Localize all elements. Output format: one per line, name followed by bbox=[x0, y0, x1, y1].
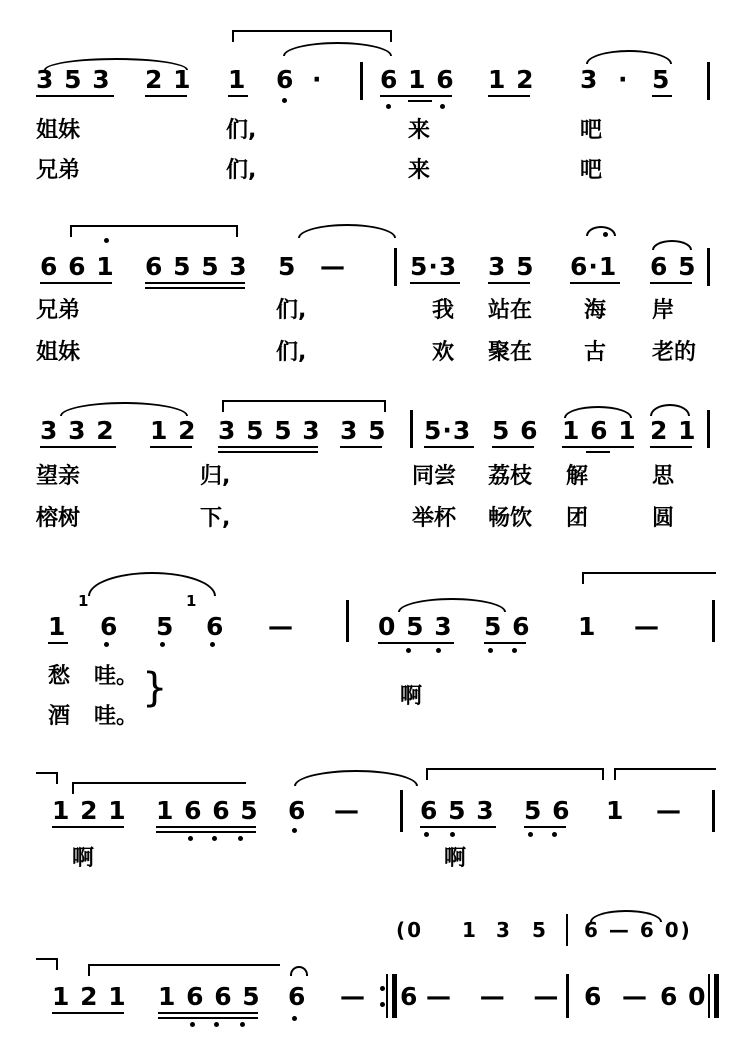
octave-dot bbox=[406, 648, 411, 653]
note-group: 3 5 bbox=[340, 416, 387, 445]
lyric: 来 bbox=[408, 158, 431, 183]
slur bbox=[283, 42, 392, 56]
lyric-line-2 bbox=[36, 158, 736, 184]
underline bbox=[158, 1012, 258, 1014]
note-group: 1 6 1 bbox=[562, 416, 637, 445]
intro-note: 3 bbox=[496, 918, 512, 942]
lyric-ah: 啊 bbox=[444, 846, 467, 871]
repeat-barline bbox=[392, 974, 397, 1018]
phrase-bracket bbox=[36, 772, 58, 784]
octave-dot bbox=[190, 1022, 195, 1027]
phrase-bracket bbox=[70, 225, 238, 237]
octave-dot bbox=[603, 232, 608, 237]
barline bbox=[707, 62, 710, 100]
underline bbox=[650, 446, 692, 448]
note-group: 5·3 bbox=[424, 416, 472, 445]
octave-dot bbox=[282, 98, 287, 103]
lyric-ah: 啊 bbox=[400, 684, 423, 709]
note-group: 0 5 3 bbox=[378, 612, 453, 641]
slur bbox=[60, 402, 188, 416]
fermata bbox=[290, 966, 308, 976]
lyric: 望亲 bbox=[36, 464, 81, 489]
lyric: 榕树 bbox=[36, 506, 81, 531]
lyric: 圆 bbox=[652, 506, 675, 531]
barline bbox=[566, 914, 568, 946]
lyric: 兄弟 bbox=[36, 298, 81, 323]
underline bbox=[52, 1012, 124, 1014]
octave-dot bbox=[212, 836, 217, 841]
note: 5 bbox=[278, 252, 297, 281]
underline bbox=[410, 282, 460, 284]
grace-note: 1 bbox=[78, 592, 89, 610]
dash: — bbox=[340, 982, 365, 1011]
lyric: 岸 bbox=[652, 298, 675, 323]
lyric: 解 bbox=[566, 464, 589, 489]
underline bbox=[145, 287, 245, 289]
note-group: 1 2 1 bbox=[52, 796, 127, 825]
note-group: 6 1 6 bbox=[380, 65, 455, 94]
lyric: 们, bbox=[226, 158, 257, 183]
octave-dot bbox=[436, 648, 441, 653]
slur bbox=[398, 598, 506, 612]
note-group: 6 6 1 bbox=[40, 252, 115, 281]
lyric-line-2 bbox=[36, 506, 736, 532]
note: 6 bbox=[288, 982, 307, 1011]
barline bbox=[707, 410, 710, 448]
octave-dot bbox=[210, 642, 215, 647]
barline bbox=[712, 600, 715, 642]
note-group: 1 6 6 5 bbox=[156, 796, 259, 825]
dash: — bbox=[320, 252, 345, 281]
phrase-bracket bbox=[222, 400, 386, 412]
lyric: 荔枝 bbox=[488, 464, 533, 489]
note: 6 bbox=[584, 982, 603, 1011]
lyric-line-2 bbox=[36, 340, 736, 366]
barline bbox=[566, 974, 569, 1018]
lyric: 站在 bbox=[488, 298, 533, 323]
slur bbox=[88, 572, 216, 596]
note-group: 6·1 bbox=[570, 252, 618, 281]
intro-note: 1 bbox=[462, 918, 478, 942]
note-group: 1 6 6 5 bbox=[158, 982, 261, 1011]
underline bbox=[218, 446, 318, 448]
lyric: 吧 bbox=[580, 158, 603, 183]
lyric: 畅饮 bbox=[488, 506, 533, 531]
note: 5 bbox=[156, 612, 175, 641]
octave-dot bbox=[292, 1016, 297, 1021]
lyric: 哇。 bbox=[94, 664, 139, 689]
underline bbox=[586, 451, 610, 453]
repeat-barline bbox=[386, 974, 388, 1018]
barline bbox=[400, 790, 403, 832]
barline bbox=[346, 600, 349, 642]
note: 1 bbox=[48, 612, 67, 641]
underline bbox=[156, 826, 256, 828]
underline bbox=[420, 826, 496, 828]
note-group: 1 2 bbox=[150, 416, 197, 445]
underline bbox=[156, 831, 256, 833]
note: 5 bbox=[652, 65, 671, 94]
note-group: 3 5 bbox=[488, 252, 535, 281]
slur bbox=[586, 226, 616, 236]
underline bbox=[484, 642, 526, 644]
underline bbox=[488, 282, 530, 284]
dash: — — — bbox=[426, 982, 569, 1011]
note: 6 bbox=[288, 796, 307, 825]
barline bbox=[707, 248, 710, 286]
barline bbox=[410, 410, 413, 448]
note-group: 2 1 bbox=[145, 65, 192, 94]
note-group: 6 5 5 3 bbox=[145, 252, 248, 281]
lyric-ah: 啊 bbox=[72, 846, 95, 871]
repeat-dot bbox=[380, 1002, 385, 1007]
note: 6 bbox=[206, 612, 225, 641]
note-group: 3 3 2 bbox=[40, 416, 115, 445]
dash: — bbox=[334, 796, 359, 825]
lyric: 愁 bbox=[48, 664, 71, 689]
lyric: 我 bbox=[432, 298, 455, 323]
underline bbox=[48, 642, 68, 644]
barline bbox=[394, 248, 397, 286]
intro-note: 5 bbox=[532, 918, 548, 942]
lyric: 哇。 bbox=[94, 704, 139, 729]
lyric-line-1 bbox=[36, 298, 736, 324]
octave-dot bbox=[424, 832, 429, 837]
lyric: 来 bbox=[408, 118, 431, 143]
underline bbox=[145, 282, 245, 284]
note-group: 5 6 bbox=[492, 416, 539, 445]
underline bbox=[380, 95, 452, 97]
octave-dot bbox=[440, 104, 445, 109]
octave-dot bbox=[528, 832, 533, 837]
note-group: 5 6 bbox=[524, 796, 571, 825]
lyric: 吧 bbox=[580, 118, 603, 143]
note-group: 6 5 3 bbox=[420, 796, 495, 825]
lyric-line-1 bbox=[36, 464, 736, 490]
dot-extension: · bbox=[312, 65, 323, 94]
underline bbox=[408, 100, 432, 102]
note-group: 6 5 bbox=[650, 252, 697, 281]
barline bbox=[360, 62, 363, 100]
note: 3 bbox=[580, 65, 599, 94]
underline bbox=[378, 642, 454, 644]
octave-dot bbox=[512, 648, 517, 653]
octave-dot bbox=[450, 832, 455, 837]
phrase-bracket bbox=[614, 768, 716, 780]
lyric: 古 bbox=[584, 340, 607, 365]
octave-dot bbox=[214, 1022, 219, 1027]
grace-note: 1 bbox=[186, 592, 197, 610]
underline bbox=[145, 95, 187, 97]
lyric: 团 bbox=[566, 506, 589, 531]
dash: — bbox=[622, 982, 647, 1011]
underline bbox=[40, 446, 116, 448]
repeat-dot bbox=[380, 986, 385, 991]
lyric: 聚在 bbox=[488, 340, 533, 365]
lyric: 姐妹 bbox=[36, 118, 81, 143]
note-group: 6 0 bbox=[660, 982, 707, 1011]
lyric: 兄弟 bbox=[36, 158, 81, 183]
lyric: 们, bbox=[226, 118, 257, 143]
phrase-bracket bbox=[36, 958, 58, 970]
underline bbox=[424, 446, 474, 448]
note-group: 3 5 5 3 bbox=[218, 416, 321, 445]
slur bbox=[298, 224, 396, 238]
octave-dot bbox=[292, 828, 297, 833]
underline bbox=[488, 95, 530, 97]
underline bbox=[158, 1017, 258, 1019]
lyric: 下, bbox=[200, 506, 231, 531]
slur bbox=[294, 770, 418, 786]
lyric: 们, bbox=[276, 298, 307, 323]
lyric-line-1 bbox=[36, 118, 736, 144]
underline bbox=[652, 95, 672, 97]
octave-dot bbox=[552, 832, 557, 837]
lyric: 老的 bbox=[652, 340, 697, 365]
note-group: 2 1 bbox=[650, 416, 697, 445]
phrase-bracket bbox=[426, 768, 604, 780]
phrase-bracket bbox=[582, 572, 716, 584]
octave-dot bbox=[240, 1022, 245, 1027]
dot-extension: · bbox=[618, 65, 629, 94]
end-barline bbox=[714, 974, 719, 1018]
note-group: 5 6 bbox=[484, 612, 531, 641]
lyric: 们, bbox=[276, 340, 307, 365]
dash: — bbox=[656, 796, 681, 825]
underline bbox=[492, 446, 534, 448]
underline bbox=[36, 95, 114, 97]
lyric: 思 bbox=[652, 464, 675, 489]
underline bbox=[228, 95, 248, 97]
note-group: 1 2 1 bbox=[52, 982, 127, 1011]
octave-dot bbox=[386, 104, 391, 109]
underline bbox=[650, 282, 692, 284]
note-group: 3 5 3 bbox=[36, 65, 111, 94]
note: 6 bbox=[276, 65, 295, 94]
slur bbox=[586, 50, 672, 64]
octave-dot bbox=[488, 648, 493, 653]
note-group: 1 2 bbox=[488, 65, 535, 94]
phrase-bracket bbox=[232, 30, 392, 42]
octave-dot bbox=[104, 642, 109, 647]
lyric: 海 bbox=[584, 298, 607, 323]
dash: — bbox=[634, 612, 659, 641]
slur bbox=[650, 404, 690, 416]
note: 6 bbox=[400, 982, 419, 1011]
underline bbox=[562, 446, 634, 448]
octave-dot bbox=[238, 836, 243, 841]
lyric: 归, bbox=[200, 464, 231, 489]
note: 6 bbox=[100, 612, 119, 641]
underline bbox=[52, 826, 124, 828]
dash: — bbox=[268, 612, 293, 641]
underline bbox=[40, 282, 112, 284]
underline bbox=[218, 451, 318, 453]
note: 1 bbox=[578, 612, 597, 641]
intro-note-group: 6 — 6 0) bbox=[584, 918, 692, 942]
note: 1 bbox=[228, 65, 247, 94]
octave-dot bbox=[104, 238, 109, 243]
underline bbox=[150, 446, 192, 448]
lyric: 酒 bbox=[48, 704, 71, 729]
phrase-bracket bbox=[88, 964, 280, 976]
brace: } bbox=[142, 665, 168, 711]
phrase-bracket bbox=[72, 782, 246, 794]
intro-bracket-open: (0 bbox=[396, 918, 424, 942]
underline bbox=[524, 826, 566, 828]
octave-dot bbox=[188, 836, 193, 841]
slur bbox=[652, 240, 692, 250]
lyric: 姐妹 bbox=[36, 340, 81, 365]
underline bbox=[340, 446, 382, 448]
octave-dot bbox=[160, 642, 165, 647]
lyric: 同尝 bbox=[412, 464, 457, 489]
end-barline bbox=[708, 974, 710, 1018]
lyric: 欢 bbox=[432, 340, 455, 365]
barline bbox=[712, 790, 715, 832]
note-group: 5·3 bbox=[410, 252, 458, 281]
underline bbox=[570, 282, 620, 284]
note: 1 bbox=[606, 796, 625, 825]
lyric: 举杯 bbox=[412, 506, 457, 531]
